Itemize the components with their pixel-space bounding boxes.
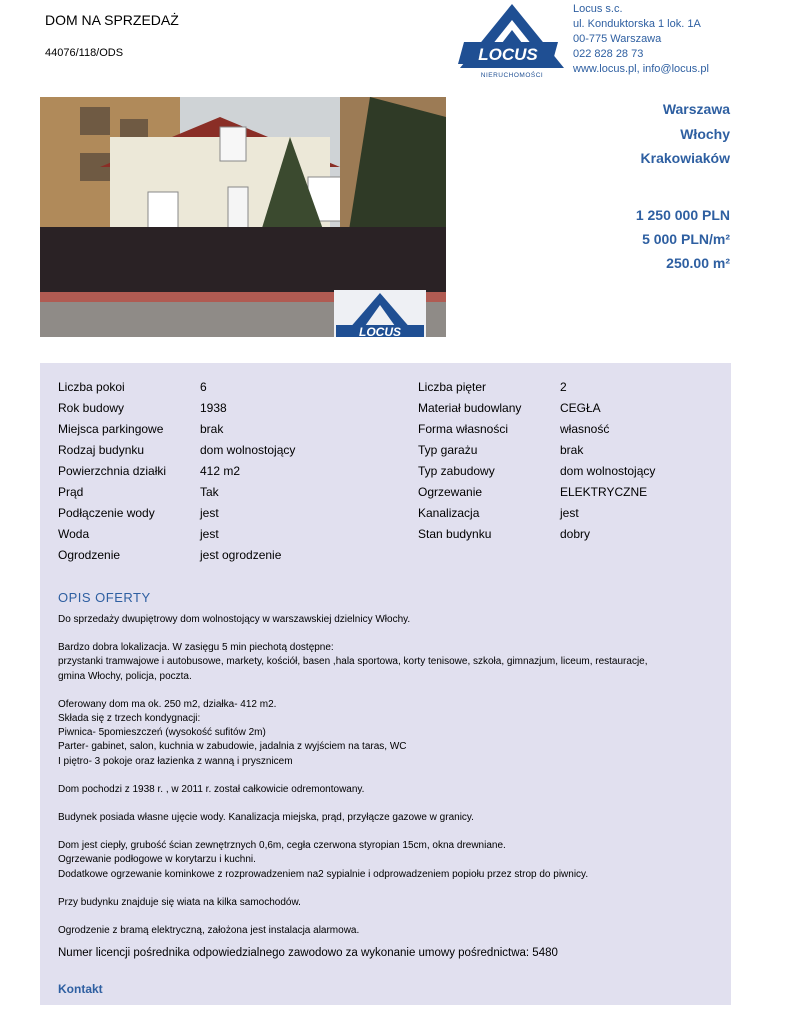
description-line: Dodatkowe ogrzewanie kominkowe z rozprowadzeniem na2 sypialnie i odprowadzeniem popiołu przez strop do piwnicy. xyxy=(58,868,589,880)
detail-value: 2 xyxy=(560,380,567,394)
detail-value: Tak xyxy=(200,485,219,499)
description-paragraph xyxy=(58,783,718,797)
description-line: Budynek posiada własne ujęcie wody. Kanalizacja miejska, prąd, przyłącze gazowe w granicy. xyxy=(58,812,474,824)
property-photo xyxy=(40,97,446,337)
offer-reference: 44076/118/ODS xyxy=(45,47,124,59)
description-line: Dom pochodzi z 1938 r. , w 2011 r. został całkowicie odremontowany. xyxy=(58,783,365,795)
detail-value: ELEKTRYCZNE xyxy=(560,485,648,499)
agency-name: Locus s.c. xyxy=(573,3,623,15)
description-line: Parter- gabinet, salon, kuchnia w zabudowie, jadalnia z wyjściem na taras, WC xyxy=(58,741,407,753)
description-line: przystanki tramwajowe i autobusowe, markety, kościół, basen ,hala sportowa, korty tenisowe, szkoła, gimnazjum, liceum, restauracje, xyxy=(58,656,648,668)
detail-value: 1938 xyxy=(200,401,227,415)
description-paragraph xyxy=(58,641,718,684)
detail-label: Ogrzewanie xyxy=(418,485,483,499)
detail-value: własność xyxy=(560,422,610,436)
locus-logo xyxy=(458,2,566,80)
detail-value: jest xyxy=(200,506,219,520)
description-line: Ogrodzenie z bramą elektryczną, założona jest instalacja alarmowa. xyxy=(58,925,360,937)
detail-label: Podłączenie wody xyxy=(58,506,155,520)
license-number: Numer licencji pośrednika odpowiedzialnego zawodowo za wykonanie umowy pośrednictwa: 5480 xyxy=(58,947,558,959)
description-line: Bardzo dobra lokalizacja. W zasięgu 5 min piechotą dostępne: xyxy=(58,642,334,654)
detail-value: dom wolnostojący xyxy=(200,443,296,457)
location-street: Krakowiaków xyxy=(640,150,730,166)
detail-value: 412 m2 xyxy=(200,464,241,478)
description-line: Przy budynku znajduje się wiata na kilka samochodów. xyxy=(58,896,301,908)
description-paragraph xyxy=(58,924,718,938)
contact-link[interactable]: Kontakt xyxy=(58,982,103,996)
detail-label: Powierzchnia działki xyxy=(58,464,167,478)
detail-label: Stan budynku xyxy=(418,527,492,541)
detail-label: Rok budowy xyxy=(58,401,125,415)
description-line: Oferowany dom ma ok. 250 m2, działka- 412 m2. xyxy=(58,698,277,710)
detail-value: jest xyxy=(200,527,219,541)
agency-phone[interactable]: 022 828 28 73 xyxy=(573,48,644,60)
price-per-m2: 5 000 PLN/m² xyxy=(642,231,730,247)
description-paragraph xyxy=(58,811,718,825)
detail-label: Kanalizacja xyxy=(418,506,480,520)
detail-label: Woda xyxy=(58,527,90,541)
detail-label: Liczba pokoi xyxy=(58,380,125,394)
description-body xyxy=(58,613,718,952)
location-city: Warszawa xyxy=(662,101,730,117)
svg-text:LOCUS: LOCUS xyxy=(478,45,538,64)
detail-value: dobry xyxy=(560,527,591,541)
detail-value: 6 xyxy=(200,380,207,394)
detail-label: Prąd xyxy=(58,485,84,499)
detail-value: brak xyxy=(200,422,224,436)
detail-label: Forma własności xyxy=(418,422,509,436)
detail-label: Miejsca parkingowe xyxy=(58,422,164,436)
description-line: Ogrzewanie podłogowe w korytarzu i kuchni. xyxy=(58,854,256,866)
detail-label: Typ garażu xyxy=(418,443,478,457)
agency-contact xyxy=(573,2,709,77)
location-district: Włochy xyxy=(680,126,730,142)
page-title: DOM NA SPRZEDAŻ xyxy=(45,12,179,28)
svg-text:NIERUCHOMOŚCI: NIERUCHOMOŚCI xyxy=(480,72,544,79)
detail-value: jest xyxy=(560,506,579,520)
detail-label: Liczba pięter xyxy=(418,380,487,394)
detail-label: Rodzaj budynku xyxy=(58,443,145,457)
description-heading: OPIS OFERTY xyxy=(58,590,151,605)
description-line: I piętro- 3 pokoje oraz łazienka z wanną i prysznicem xyxy=(58,755,293,767)
description-paragraph xyxy=(58,698,718,769)
description-line: gmina Włochy, policja, poczta. xyxy=(58,670,192,682)
agency-web-email[interactable]: www.locus.pl, info@locus.pl xyxy=(573,63,709,75)
description-line: Dom jest ciepły, grubość ścian zewnętrznych 0,6m, cegła czerwona styropian 15cm, okna drewniane. xyxy=(58,840,506,852)
price-total: 1 250 000 PLN xyxy=(635,207,730,223)
description-line: Składa się z trzech kondygnacji: xyxy=(58,713,201,725)
description-paragraph xyxy=(58,896,718,910)
detail-value: dom wolnostojący xyxy=(560,464,656,478)
svg-text:LOCUS: LOCUS xyxy=(359,325,401,337)
detail-label: Materiał budowlany xyxy=(418,401,522,415)
detail-label: Ogrodzenie xyxy=(58,548,121,562)
agency-street: ul. Konduktorska 1 lok. 1A xyxy=(573,18,701,30)
detail-value: CEGŁA xyxy=(560,401,601,415)
agency-city: 00-775 Warszawa xyxy=(573,33,662,45)
description-line: Piwnica- 5pomieszczeń (wysokość sufitów 2m) xyxy=(58,727,266,739)
description-paragraph xyxy=(58,613,718,627)
detail-value: jest ogrodzenie xyxy=(200,548,282,562)
property-area: 250.00 m² xyxy=(666,255,730,271)
description-line: Do sprzedaży dwupiętrowy dom wolnostojący w warszawskiej dzielnicy Włochy. xyxy=(58,614,411,625)
description-paragraph xyxy=(58,839,718,882)
detail-label: Typ zabudowy xyxy=(418,464,495,478)
detail-value: brak xyxy=(560,443,584,457)
